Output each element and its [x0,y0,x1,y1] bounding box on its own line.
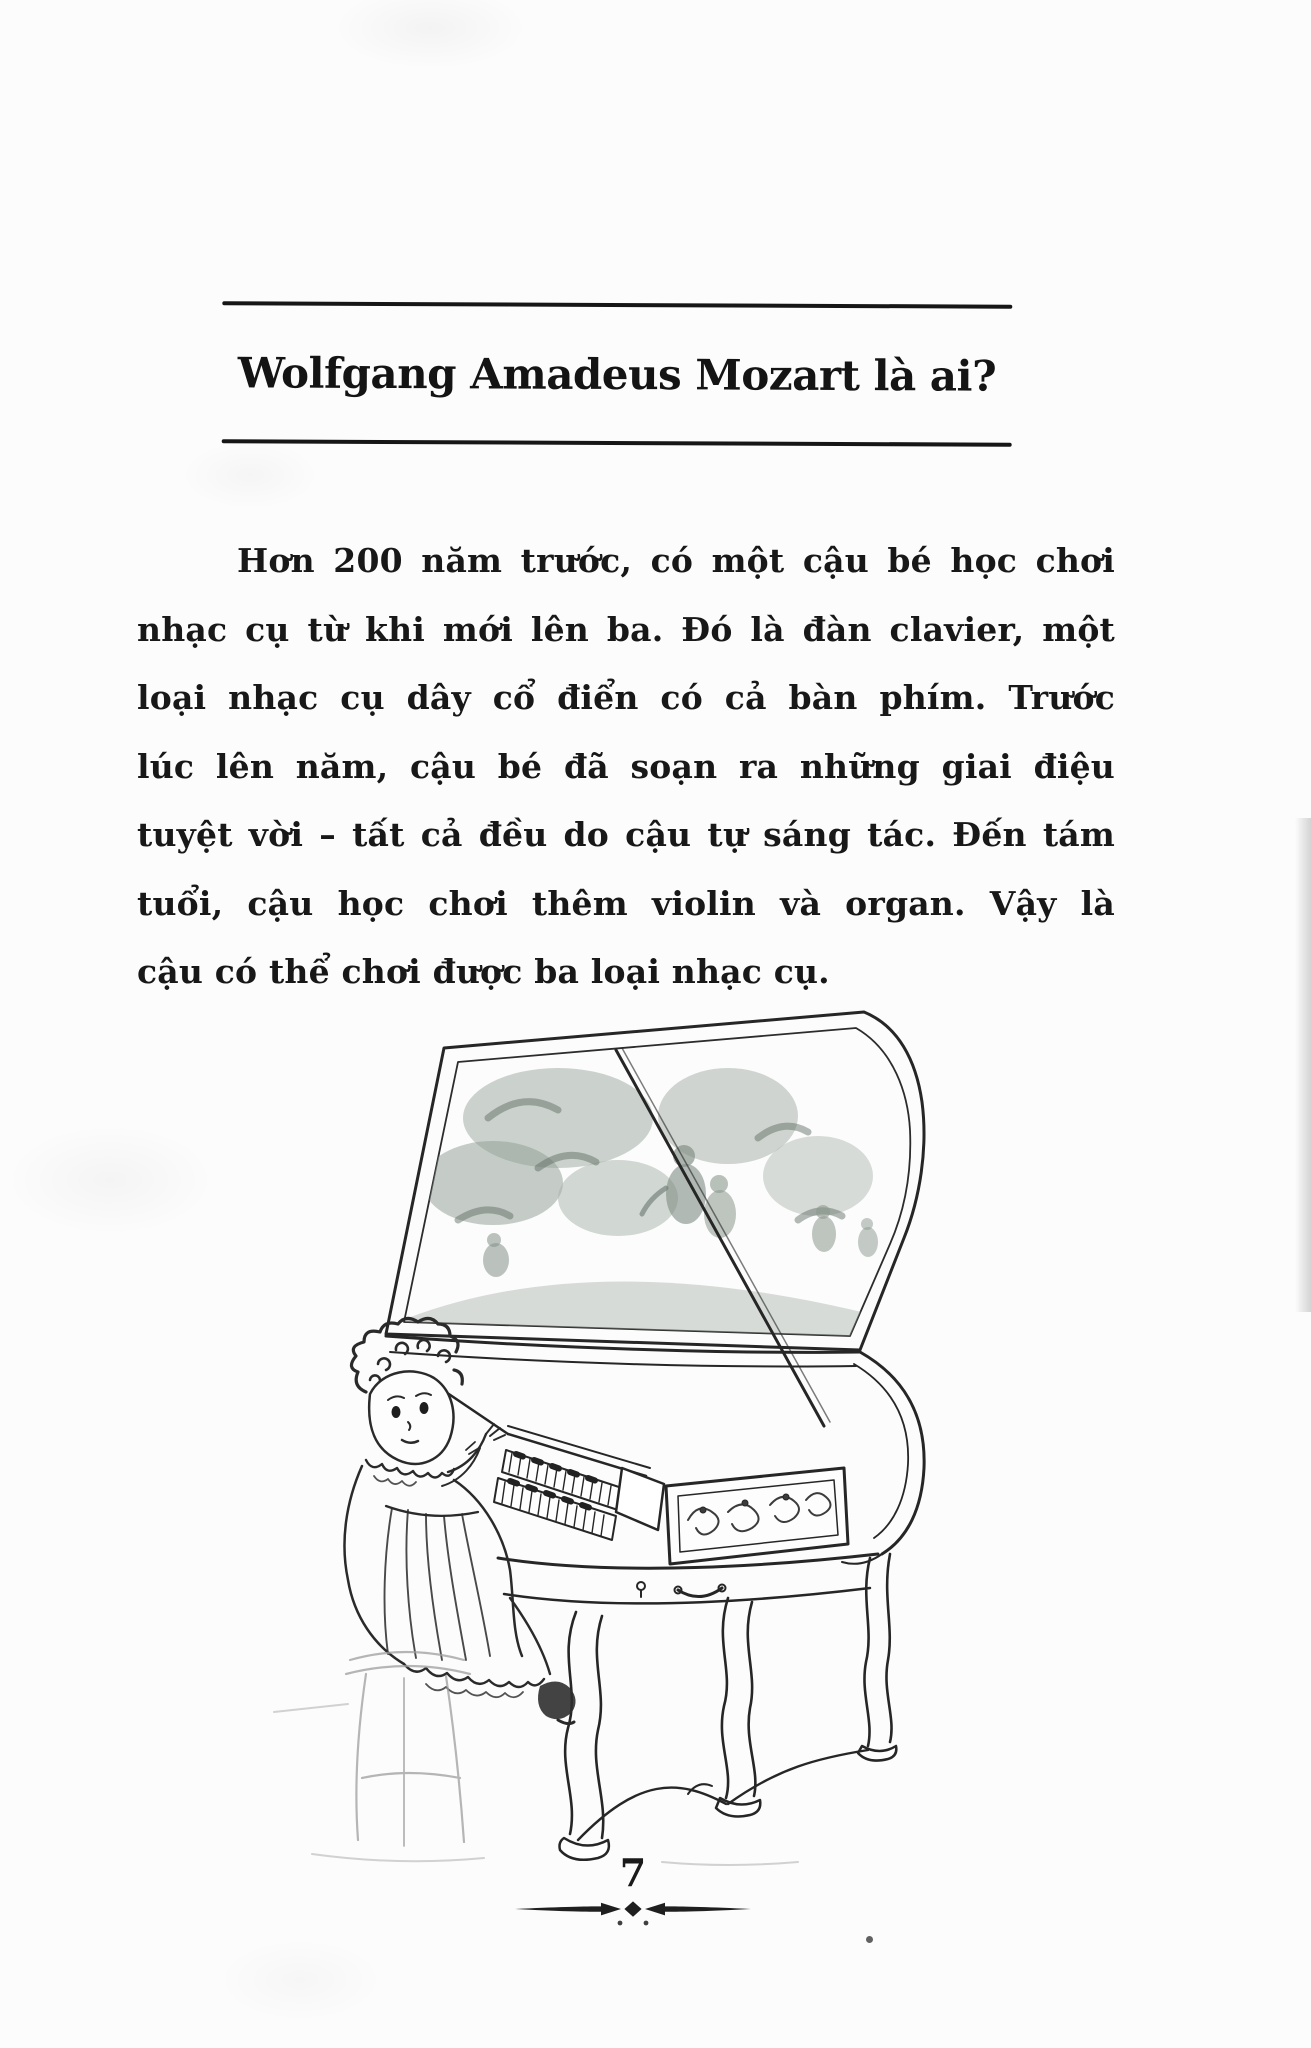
scan-stray-dot [866,1936,873,1943]
paragraph-line: loại nhạc cụ dây cổ điển có cả bàn phím. Trước [137,678,1115,717]
paragraph-line: nhạc cụ từ khi mới lên ba. Đó là đàn clavier, một [137,609,1115,649]
footer-ornament-divider [513,1896,753,1930]
harpsichord-case [386,1336,924,1860]
carved-panel [666,1468,848,1564]
paragraph-line: tuyệt vời – tất cả đều do cậu tự sáng tác. Đến tám [137,815,1115,854]
chapter-title: Wolfgang Amadeus Mozart là ai? [237,347,997,401]
baby-figure [344,1318,575,1723]
chapter-title-block [222,301,1013,446]
stool-sketch [346,1652,470,1846]
body-paragraph [137,527,1115,1007]
lid-painting [398,1068,878,1346]
paragraph-line: cậu có thể chơi được ba loại nhạc cụ. [137,952,830,991]
paragraph-line: lúc lên năm, cậu bé đã soạn ra những giai điệu [137,746,1115,786]
illustration-baby-mozart-harpsichord [258,998,938,1868]
scan-edge-shadow [1295,818,1311,1312]
harpsichord-lid [386,1012,924,1350]
drawer-handle [637,1582,726,1597]
page-footer [513,1852,753,1930]
cabriole-legs [560,1554,897,1860]
page-number: 7 [619,1850,647,1895]
floor-sketch [274,1704,798,1865]
baby-face [369,1371,453,1463]
paragraph-line: Hơn 200 năm trước, có một cậu bé học chơi [237,541,1115,580]
paragraph-line: tuổi, cậu học chơi thêm violin và organ. Vậy là [137,883,1115,923]
